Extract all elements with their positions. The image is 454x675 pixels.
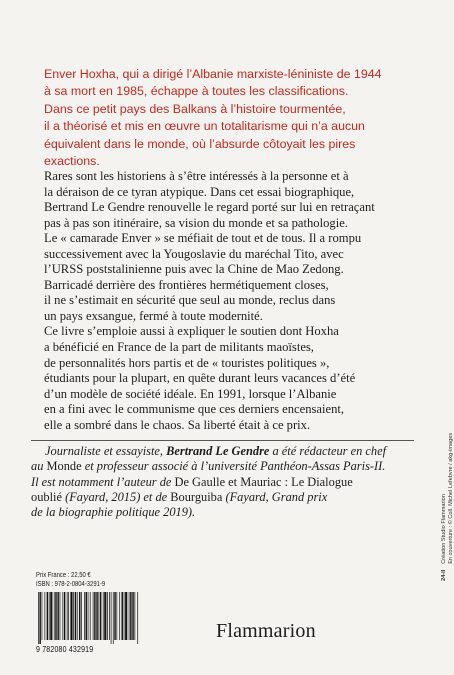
barcode-bar xyxy=(130,592,131,640)
barcode-bar xyxy=(38,592,39,644)
intro-line: équivalent dans le monde, où l’absurde côtoyait les pires xyxy=(44,136,356,151)
barcode-bar xyxy=(134,592,135,640)
intro-line: Dans ce petit pays des Balkans à l’histoire tourmentée, xyxy=(44,101,346,116)
bio-text: (Fayard, Grand prix xyxy=(222,489,328,504)
body-line: successivement avec la Yougoslavie du maréchal Tito, avec xyxy=(44,246,344,261)
intro-line: à sa mort en 1985, échappe à toutes les classifications. xyxy=(44,84,349,99)
body-line: en a fini avec le communisme que ces derniers encensaient, xyxy=(44,402,345,417)
barcode-bar xyxy=(94,592,95,640)
barcode-bar xyxy=(98,592,99,640)
body-line: Barricadé derrière des frontières hermétiquement closes, xyxy=(44,277,329,292)
intro-paragraph xyxy=(44,66,424,170)
cover-credits xyxy=(441,433,454,581)
barcode-bar xyxy=(47,592,48,640)
body-line: Bertrand Le Gendre renouvelle le regard porté sur lui en retraçant xyxy=(44,200,375,215)
book-title: De Gaulle et Mauriac : Le Dialogue xyxy=(174,474,353,489)
divider xyxy=(31,440,414,441)
bio-text: Il est notamment l’auteur de xyxy=(31,474,175,489)
price-label: Prix France : 22,50 € xyxy=(36,570,91,579)
barcode-bar xyxy=(64,592,65,640)
body-line: il ne s’estimait en sécurité que seul au monde, reclus dans xyxy=(44,293,336,308)
barcode-bar xyxy=(39,592,40,644)
barcode-bar xyxy=(84,592,85,640)
bio-text: a été rédacteur en chef xyxy=(269,444,387,458)
barcode-bar xyxy=(62,592,63,640)
author-bio xyxy=(31,444,431,520)
barcode-bar xyxy=(104,592,106,640)
body-line: Le « camarade Enver » se méfiait de tout et de tous. Il a rompu xyxy=(44,231,362,246)
body-line: pas à pas son itinéraire, sa vision du monde et sa pathologie. xyxy=(44,215,348,230)
bio-line xyxy=(31,475,431,490)
barcode-bar xyxy=(86,592,87,640)
barcode-bar xyxy=(137,592,138,644)
barcode-bar xyxy=(60,592,61,640)
barcode-bar xyxy=(114,592,115,640)
intro-line: Enver Hoxha, qui a dirigé l’Albanie marxiste-léniniste de 1944 xyxy=(44,67,382,81)
body-line: la déraison de ce tyran atypique. Dans cet essai biographique, xyxy=(44,184,355,199)
bio-text: au xyxy=(31,459,47,474)
barcode-number: 9 782080 432919 xyxy=(36,645,94,654)
bio-text: Journaliste et essayiste, xyxy=(45,444,167,458)
barcode-bar xyxy=(132,592,133,640)
barcode-bar xyxy=(50,592,52,640)
barcode-bar xyxy=(100,592,101,640)
credits-stack xyxy=(441,433,454,564)
intro-line: exactions. xyxy=(44,154,100,169)
barcode-bar xyxy=(55,592,56,640)
publisher-logo: Flammarion xyxy=(216,620,316,642)
barcode-bar xyxy=(79,592,80,640)
barcode-bar xyxy=(116,592,117,640)
body-line: elle a sombré dans le chaos. Sa liberté était à ce prix. xyxy=(44,417,311,432)
barcode-bar xyxy=(96,592,97,640)
credits-code: 24-II xyxy=(441,569,447,581)
barcode-bar xyxy=(113,592,114,644)
barcode-bar xyxy=(103,592,104,640)
barcode-bar xyxy=(125,592,127,640)
credits-design: Création Studio Flammarion xyxy=(441,494,447,564)
barcode-bar xyxy=(81,592,82,640)
bio-line xyxy=(31,444,431,459)
newspaper-title: Monde xyxy=(46,459,82,474)
barcode-bar xyxy=(122,592,123,640)
credits-photo: En couverture : © Coll. Michel Lefebvre / akg-images xyxy=(447,432,454,564)
barcode-bar xyxy=(57,592,58,640)
barcode-bar xyxy=(75,592,76,640)
barcode-bar xyxy=(129,592,130,640)
intro-line: il a théorisé et mis en œuvre un totalitarisme qui n’a aucun xyxy=(44,119,365,134)
body-line: Rares sont les historiens à s’être intéressés à la personne et à xyxy=(44,169,349,183)
isbn-label: ISBN : 978-2-0804-3291-9 xyxy=(36,579,106,588)
bio-line xyxy=(31,490,431,505)
book-title: Bourguiba xyxy=(170,489,223,504)
bio-text: et professeur associé à l’université Panthéon-Assas Paris-II. xyxy=(81,459,386,474)
body-paragraphs xyxy=(44,169,424,433)
barcode-bar xyxy=(70,592,72,640)
barcode-bar xyxy=(49,592,50,640)
barcode-bar xyxy=(107,592,108,640)
barcode-bar xyxy=(109,592,110,640)
bio-line xyxy=(31,459,431,474)
barcode xyxy=(36,592,140,654)
body-line: étudiants pour la plupart, en quête durant leurs vacances d’été xyxy=(44,371,356,386)
body-line: l’URSS poststalinienne puis avec la Chine de Mao Zedong. xyxy=(44,262,344,277)
barcode-bar xyxy=(44,592,45,640)
barcode-bar xyxy=(73,592,74,640)
barcode-bar xyxy=(124,592,125,640)
barcode-bar xyxy=(42,592,43,640)
barcode-bar xyxy=(68,592,69,640)
barcode-bar xyxy=(119,592,120,640)
barcode-bar xyxy=(67,592,68,640)
barcode-bar xyxy=(54,592,55,640)
body-line: a bénéficié en France de la part de militants maoïstes, xyxy=(44,340,314,355)
barcode-bar xyxy=(77,592,78,640)
price-block xyxy=(36,570,105,588)
author-name: Bertrand Le Gendre xyxy=(166,444,270,458)
barcode-bars xyxy=(36,592,140,644)
barcode-bar xyxy=(111,592,112,644)
body-line: de personnalités hors partis et de « touristes politiques », xyxy=(44,355,330,370)
bio-text: (Fayard, 2015) et de xyxy=(61,489,171,504)
body-line: d’un modèle de société idéale. En 1991, lorsque l’Albanie xyxy=(44,386,337,401)
book-title: oublié xyxy=(31,489,62,504)
barcode-bar xyxy=(88,592,89,640)
barcode-bar xyxy=(93,592,94,640)
body-line: un pays exsangue, fermé à toute modernité. xyxy=(44,308,263,323)
barcode-bar xyxy=(90,592,91,640)
body-line: Ce livre s’emploie aussi à expliquer le soutien dont Hoxha xyxy=(44,324,339,339)
bio-line: de la biographie politique 2019). xyxy=(31,505,196,520)
